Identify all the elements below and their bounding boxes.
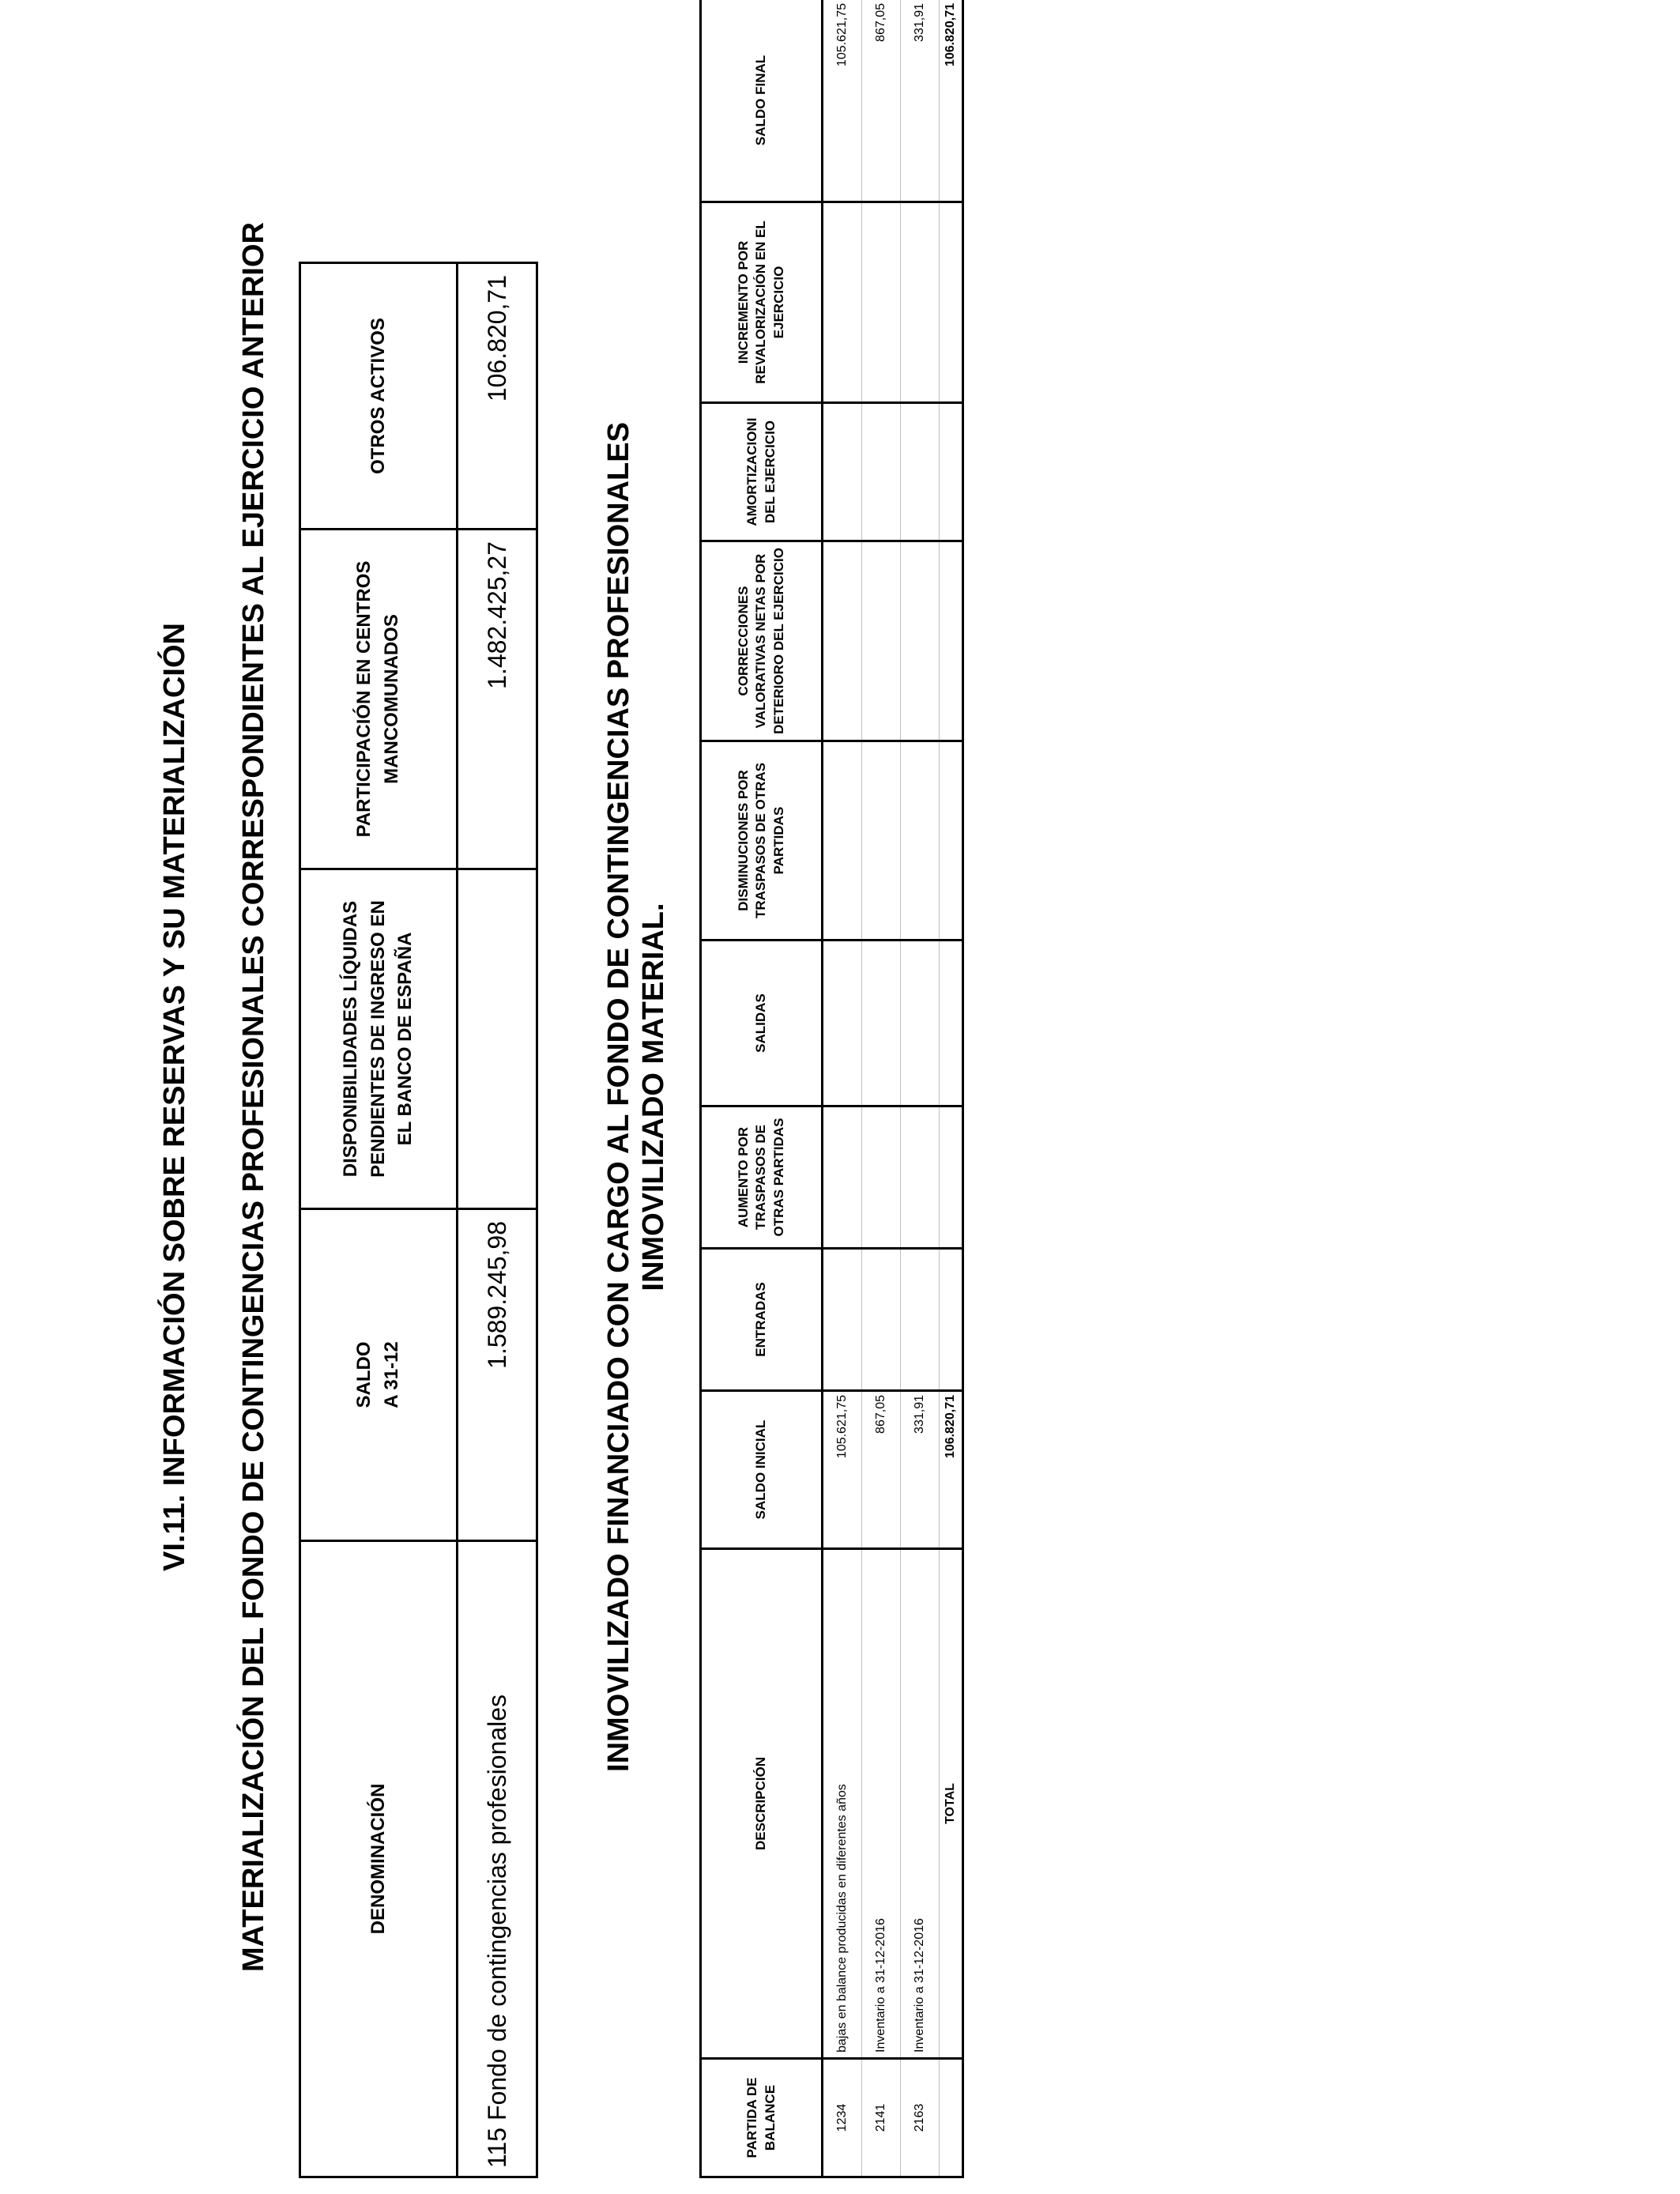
header-partida: PARTIDA DE BALANCE [701, 2059, 823, 2177]
table-row [901, 0, 940, 2177]
inmovilizado-header-row [701, 0, 823, 2177]
header-correcciones: CORRECCIONES VALORATIVAS NETAS POR DETERIORO DEL EJERCICIO [701, 541, 823, 741]
cell-salidas [823, 941, 862, 1106]
header-saldo-final: SALDO FINAL [701, 0, 823, 202]
header-incremento: INCREMENTO POR REVALORIZACIÓN EN EL EJERCICIO [701, 202, 823, 403]
cell-saldo-final: 105.621,75 [823, 0, 862, 202]
section-title-line2: INMOVILIZADO MATERIAL. [636, 903, 670, 1291]
inmovilizado-table [699, 0, 964, 2178]
cell-descripcion: Inventario a 31-12-2016 [901, 1549, 940, 2059]
cell-total-partida [940, 2059, 963, 2177]
header-salidas: SALIDAS [701, 941, 823, 1106]
cell-saldo-final: 867,05 [862, 0, 901, 202]
cell-amortizacion [823, 403, 862, 541]
cell-total-correcciones [940, 541, 963, 741]
cell-partida: 1234 [823, 2059, 862, 2177]
cell-total-saldo-inicial: 106.820,71 [940, 1391, 963, 1549]
cell-amortizacion [862, 403, 901, 541]
header-saldo [300, 1209, 458, 1541]
cell-partida: 2163 [901, 2059, 940, 2177]
cell-disminuciones [901, 741, 940, 941]
cell-denominacion-text: Fondo de contingencias profesionales [482, 1694, 511, 2120]
page-title: VI.11. INFORMACIÓN SOBRE RESERVAS Y SU MATERIALIZACIÓN [158, 623, 191, 1571]
cell-saldo-inicial: 867,05 [862, 1391, 901, 1549]
materializacion-table [299, 262, 538, 2178]
cell-correcciones [862, 541, 901, 741]
cell-saldo-final: 331,91 [901, 0, 940, 202]
cell-disminuciones [862, 741, 901, 941]
cell-incremento [901, 202, 940, 403]
header-participacion: PARTICIPACIÓN EN CENTROS MANCOMUNADOS [300, 530, 458, 869]
cell-total-disminuciones [940, 741, 963, 941]
header-denominacion: DENOMINACIÓN [300, 1541, 458, 2177]
cell-participacion: 1.482.425,27 [458, 530, 537, 869]
cell-aumento [823, 1106, 862, 1249]
cell-incremento [862, 202, 901, 403]
materializacion-header-row [300, 263, 458, 2177]
page-subtitle: MATERIALIZACIÓN DEL FONDO DE CONTINGENCIAS PROFESIONALES CORRESPONDIENTES AL EJERCICIO ANTERIOR [237, 222, 270, 1973]
cell-entradas [823, 1249, 862, 1391]
cell-aumento [901, 1106, 940, 1249]
table-row [862, 0, 901, 2177]
cell-descripcion: bajas en balance producidas en diferentes años [823, 1549, 862, 2059]
cell-total-amortizacion [940, 403, 963, 541]
cell-correcciones [901, 541, 940, 741]
header-saldo-inicial: SALDO INICIAL [701, 1391, 823, 1549]
header-saldo-line1: SALDO [353, 1341, 375, 1408]
header-entradas: ENTRADAS [701, 1249, 823, 1391]
cell-incremento [823, 202, 862, 403]
cell-total-salidas [940, 941, 963, 1106]
cell-code: 115 [482, 2127, 511, 2168]
header-descripcion: DESCRIPCIÓN [701, 1549, 823, 2059]
cell-entradas [901, 1249, 940, 1391]
cell-total-saldo-final: 106.820,71 [940, 0, 963, 202]
cell-total-incremento [940, 202, 963, 403]
cell-aumento [862, 1106, 901, 1249]
cell-total-label: TOTAL [940, 1549, 963, 2059]
table-row [458, 263, 537, 2177]
cell-disminuciones [823, 741, 862, 941]
header-saldo-line2: A 31-12 [381, 1341, 402, 1408]
cell-salidas [862, 941, 901, 1106]
cell-salidas [901, 941, 940, 1106]
cell-saldo: 1.589.245,98 [458, 1209, 537, 1541]
cell-total-entradas [940, 1249, 963, 1391]
total-row [940, 0, 963, 2177]
cell-partida: 2141 [862, 2059, 901, 2177]
section-title [602, 0, 671, 2194]
header-disminuciones: DISMINUCIONES POR TRASPASOS DE OTRAS PARTIDAS [701, 741, 823, 941]
section-title-line1: INMOVILIZADO FINANCIADO CON CARGO AL FONDO DE CONTINGENCIAS PROFESIONALES [602, 422, 635, 1772]
cell-saldo-inicial: 105.621,75 [823, 1391, 862, 1549]
table-row [823, 0, 862, 2177]
cell-saldo-inicial: 331,91 [901, 1391, 940, 1549]
cell-otros-activos: 106.820,71 [458, 263, 537, 530]
cell-disponibilidades [458, 869, 537, 1209]
cell-descripcion: Inventario a 31-12-2016 [862, 1549, 901, 2059]
cell-amortizacion [901, 403, 940, 541]
header-amortizacion: AMORTIZACIONI DEL EJERCICIO [701, 403, 823, 541]
cell-denominacion [458, 1541, 537, 2177]
cell-entradas [862, 1249, 901, 1391]
header-otros-activos: OTROS ACTIVOS [300, 263, 458, 530]
header-aumento: AUMENTO POR TRASPASOS DE OTRAS PARTIDAS [701, 1106, 823, 1249]
header-disponibilidades: DISPONIBILIDADES LÍQUIDAS PENDIENTES DE INGRESO EN EL BANCO DE ESPAÑA [300, 869, 458, 1209]
cell-total-aumento [940, 1106, 963, 1249]
cell-correcciones [823, 541, 862, 741]
